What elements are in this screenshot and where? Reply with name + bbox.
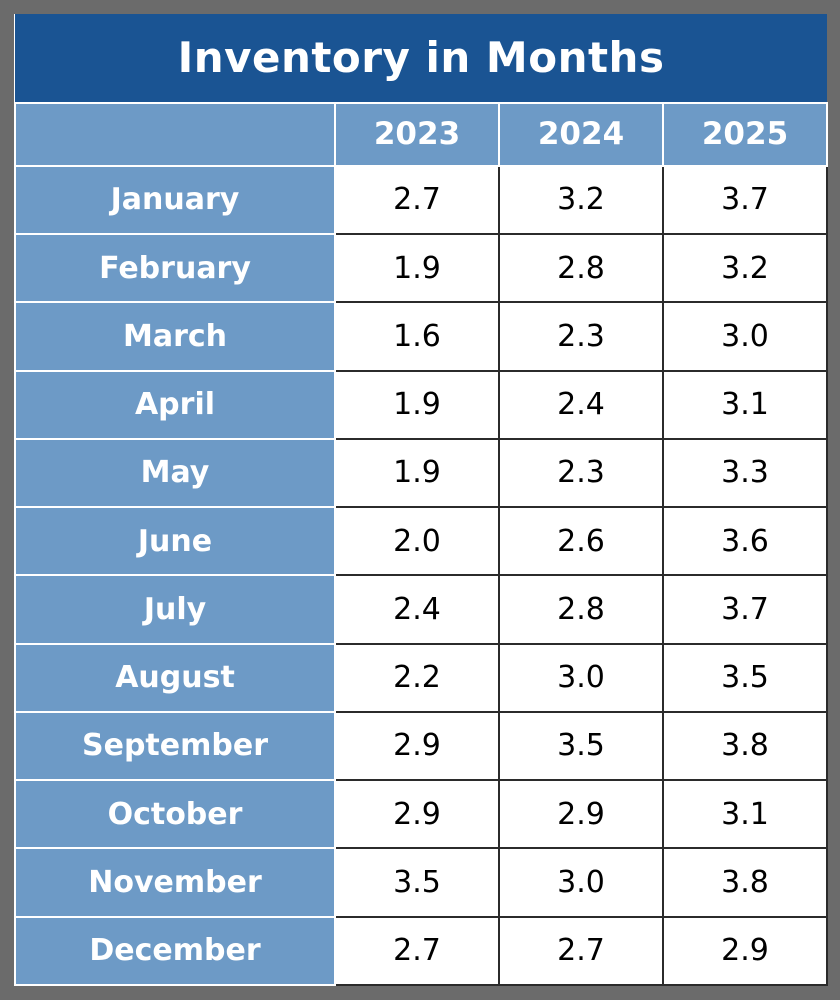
row-label: February	[15, 234, 335, 302]
row-label: July	[15, 575, 335, 643]
row-label: October	[15, 780, 335, 848]
cell-value: 3.2	[663, 234, 827, 302]
cell-value: 2.9	[335, 780, 499, 848]
table-frame	[14, 14, 826, 986]
cell-value: 2.6	[499, 507, 663, 575]
table-row	[15, 780, 827, 848]
page-title: Inventory in Months	[15, 14, 827, 103]
cell-value: 1.9	[335, 371, 499, 439]
cell-value: 2.4	[499, 371, 663, 439]
cell-value: 2.3	[499, 439, 663, 507]
cell-value: 2.7	[499, 917, 663, 985]
cell-value: 2.8	[499, 234, 663, 302]
table-row	[15, 166, 827, 234]
cell-value: 3.5	[499, 712, 663, 780]
inventory-table	[14, 14, 828, 986]
cell-value: 2.3	[499, 302, 663, 370]
header-row	[15, 103, 827, 166]
cell-value: 3.6	[663, 507, 827, 575]
cell-value: 2.2	[335, 644, 499, 712]
cell-value: 1.9	[335, 439, 499, 507]
column-header-2023: 2023	[335, 103, 499, 166]
title-row	[15, 14, 827, 103]
cell-value: 2.0	[335, 507, 499, 575]
row-label: April	[15, 371, 335, 439]
cell-value: 3.2	[499, 166, 663, 234]
table-row	[15, 848, 827, 916]
cell-value: 2.9	[335, 712, 499, 780]
row-label: March	[15, 302, 335, 370]
column-header-2024: 2024	[499, 103, 663, 166]
cell-value: 3.0	[499, 644, 663, 712]
cell-value: 3.5	[335, 848, 499, 916]
column-header-blank	[15, 103, 335, 166]
cell-value: 2.7	[335, 917, 499, 985]
table-row	[15, 439, 827, 507]
row-label: September	[15, 712, 335, 780]
row-label: November	[15, 848, 335, 916]
table-row	[15, 712, 827, 780]
cell-value: 3.8	[663, 712, 827, 780]
table-row	[15, 302, 827, 370]
table-row	[15, 644, 827, 712]
cell-value: 3.1	[663, 780, 827, 848]
table-row	[15, 234, 827, 302]
cell-value: 3.3	[663, 439, 827, 507]
cell-value: 3.1	[663, 371, 827, 439]
cell-value: 2.4	[335, 575, 499, 643]
table-row	[15, 507, 827, 575]
table-body	[15, 14, 827, 985]
row-label: August	[15, 644, 335, 712]
table-row	[15, 917, 827, 985]
table-row	[15, 575, 827, 643]
row-label: May	[15, 439, 335, 507]
row-label: June	[15, 507, 335, 575]
cell-value: 3.0	[663, 302, 827, 370]
cell-value: 3.0	[499, 848, 663, 916]
cell-value: 2.9	[663, 917, 827, 985]
row-label: December	[15, 917, 335, 985]
row-label: January	[15, 166, 335, 234]
table-row	[15, 371, 827, 439]
cell-value: 2.7	[335, 166, 499, 234]
cell-value: 3.8	[663, 848, 827, 916]
cell-value: 3.7	[663, 575, 827, 643]
cell-value: 1.6	[335, 302, 499, 370]
column-header-2025: 2025	[663, 103, 827, 166]
cell-value: 2.8	[499, 575, 663, 643]
cell-value: 1.9	[335, 234, 499, 302]
cell-value: 3.5	[663, 644, 827, 712]
cell-value: 3.7	[663, 166, 827, 234]
cell-value: 2.9	[499, 780, 663, 848]
